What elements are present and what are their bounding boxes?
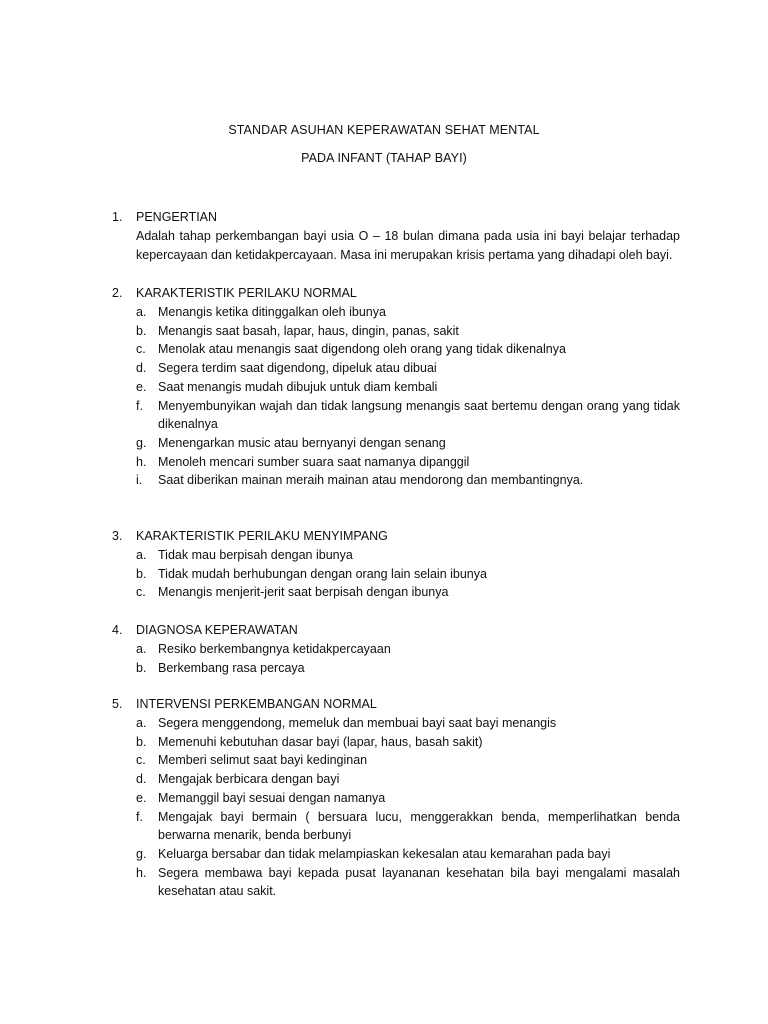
item-letter: e. (136, 379, 147, 394)
item-letter: e. (136, 790, 147, 805)
item-text: Menolak atau menangis saat digendong oleh orang yang tidak dikenalnya (158, 342, 566, 357)
list-item (112, 845, 680, 864)
section-intervensi (112, 695, 680, 901)
item-text: Menyembunyikan wajah dan tidak langsung menangis saat bertemu dengan orang yang tidak dikenalnya (158, 398, 680, 432)
list-item (112, 808, 680, 845)
item-text: Memenuhi kebutuhan dasar bayi (lapar, haus, basah sakit) (158, 734, 483, 749)
document-subtitle: PADA INFANT (TAHAP BAYI) (301, 151, 467, 165)
list-item (112, 770, 680, 789)
list-item (112, 546, 680, 565)
section-number: 5. (112, 697, 123, 711)
item-text: Saat menangis mudah dibujuk untuk diam kembali (158, 379, 438, 394)
item-letter: a. (136, 305, 147, 319)
list-item (112, 303, 680, 322)
item-letter: h. (136, 454, 147, 469)
list-item (112, 864, 680, 901)
list-item (112, 434, 680, 453)
section-heading (112, 621, 680, 640)
section-heading (112, 284, 680, 303)
list-item (112, 789, 680, 808)
item-letter: c. (136, 753, 146, 768)
list-item (112, 471, 680, 490)
list-item (112, 397, 680, 434)
list-item (112, 733, 680, 752)
section-number: 1. (112, 210, 123, 224)
list-item (112, 359, 680, 378)
section-pengertian (112, 208, 680, 265)
list-item (112, 751, 680, 770)
section-title: DIAGNOSA KEPERAWATAN (136, 623, 298, 637)
item-letter: g. (136, 846, 147, 861)
item-letter: i. (136, 473, 143, 488)
item-text: Mengajak bayi bermain ( bersuara lucu, menggerakkan benda, memperlihatkan benda berwarna menarik, benda berbunyi (158, 809, 680, 843)
list-item (112, 583, 680, 602)
document-title: STANDAR ASUHAN KEPERAWATAN SEHAT MENTAL (228, 123, 540, 137)
item-text: Segera membawa bayi kepada pusat layananan kesehatan bila bayi mengalami masalah kesehatan atau sakit. (158, 865, 680, 899)
list-item (112, 659, 680, 678)
list-item (112, 565, 680, 584)
item-list (112, 714, 680, 901)
section-title: KARAKTERISTIK PERILAKU NORMAL (136, 286, 357, 300)
list-item (112, 453, 680, 472)
item-letter: f. (136, 809, 143, 824)
item-letter: d. (136, 361, 147, 376)
item-letter: f. (136, 398, 143, 413)
item-list (112, 640, 680, 677)
item-letter: a. (136, 716, 147, 730)
list-item (112, 640, 680, 659)
item-letter: b. (136, 323, 147, 338)
section-karakteristik-normal (112, 284, 680, 490)
item-text: Menengarkan music atau bernyanyi dengan senang (158, 435, 446, 450)
item-letter: c. (136, 585, 146, 600)
item-letter: a. (136, 548, 147, 562)
section-number: 2. (112, 286, 123, 300)
item-text: Memberi selimut saat bayi kedinginan (158, 753, 368, 768)
section-karakteristik-menyimpang (112, 527, 680, 602)
item-text: Saat diberikan mainan meraih mainan atau mendorong dan membantingnya. (158, 473, 584, 488)
section-paragraph: Adalah tahap perkembangan bayi usia O – 18 bulan dimana pada usia ini bayi belajar terhadap kepercayaan dan ketidakpercayaan. Masa ini merupakan krisis pertama yang dihadapi oleh bayi. (136, 229, 680, 262)
list-item (112, 714, 680, 733)
list-item (112, 322, 680, 341)
section-number: 4. (112, 623, 123, 637)
item-letter: b. (136, 734, 147, 749)
item-letter: c. (136, 342, 146, 357)
item-text: Menoleh mencari sumber suara saat namanya dipanggil (158, 454, 470, 469)
item-text: Menangis ketika ditinggalkan oleh ibunya (158, 305, 386, 319)
item-text: Berkembang rasa percaya (158, 660, 305, 675)
item-text: Tidak mudah berhubungan dengan orang lain selain ibunya (158, 566, 487, 581)
list-item (112, 340, 680, 359)
item-letter: g. (136, 435, 147, 450)
item-text: Mengajak berbicara dengan bayi (158, 772, 340, 787)
item-letter: d. (136, 772, 147, 787)
item-list (112, 546, 680, 602)
item-text: Segera terdim saat digendong, dipeluk atau dibuai (158, 361, 437, 376)
item-text: Menangis menjerit-jerit saat berpisah dengan ibunya (158, 585, 449, 600)
item-text: Resiko berkembangnya ketidakpercayaan (158, 642, 391, 656)
item-letter: a. (136, 642, 147, 656)
section-title: KARAKTERISTIK PERILAKU MENYIMPANG (136, 529, 388, 543)
item-text: Menangis saat basah, lapar, haus, dingin, panas, sakit (158, 323, 459, 338)
section-heading (112, 208, 680, 227)
item-text: Segera menggendong, memeluk dan membuai bayi saat bayi menangis (158, 716, 557, 730)
item-text: Keluarga bersabar dan tidak melampiaskan kekesalan atau kemarahan pada bayi (158, 846, 611, 861)
item-letter: b. (136, 660, 147, 675)
item-text: Memanggil bayi sesuai dengan namanya (158, 790, 386, 805)
section-title: PENGERTIAN (136, 210, 218, 224)
section-heading (112, 527, 680, 546)
section-heading (112, 695, 680, 714)
section-diagnosa (112, 621, 680, 677)
section-number: 3. (112, 529, 123, 543)
item-letter: h. (136, 865, 147, 880)
list-item (112, 378, 680, 397)
item-text: Tidak mau berpisah dengan ibunya (158, 548, 353, 562)
section-title: INTERVENSI PERKEMBANGAN NORMAL (136, 697, 377, 711)
item-list (112, 303, 680, 490)
item-letter: b. (136, 566, 147, 581)
